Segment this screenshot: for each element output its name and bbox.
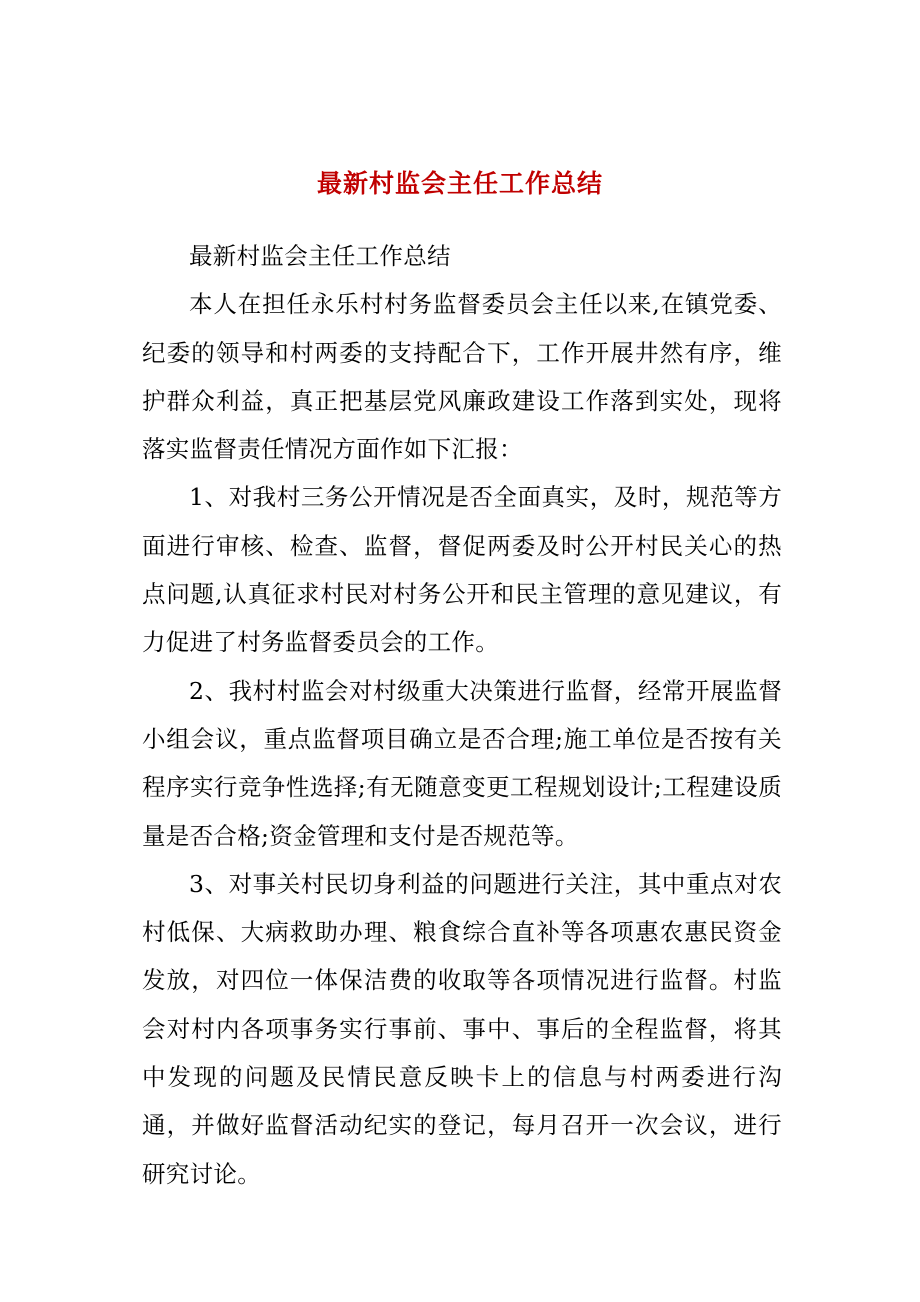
document-body <box>142 232 782 1198</box>
paragraph-item-3: 3、对事关村民切身利益的问题进行关注，其中重点对农村低保、大病救助办理、粮食综合直补等各项惠农惠民资金发放，对四位一体保洁费的收取等各项情况进行监督。村监会对村内各项事务实行事前、事中、事后的全程监督，将其中发现的问题及民情民意反映卡上的信息与村两委进行沟通，并做好监督活动纪实的登记，每月召开一次会议，进行研究讨论。 <box>142 869 782 1188</box>
paragraph-item-2: 2、我村村监会对村级重大决策进行监督，经常开展监督小组会议，重点监督项目确立是否合理;施工单位是否按有关程序实行竞争性选择;有无随意变更工程规划设计;工程建设质量是否合格;资金管理和支付是否规范等。 <box>142 676 782 850</box>
paragraph-intro: 本人在担任永乐村村务监督委员会主任以来,在镇党委、纪委的领导和村两委的支持配合下，工作开展井然有序，维护群众利益，真正把基层党风廉政建设工作落到实处，现将落实监督责任情况方面作如下汇报： <box>142 290 782 464</box>
paragraph-subtitle: 最新村监会主任工作总结 <box>189 242 451 270</box>
page-title: 最新村监会主任工作总结 <box>316 169 603 198</box>
paragraph-item-1: 1、对我村三务公开情况是否全面真实，及时，规范等方面进行审核、检查、监督，督促两委及时公开村民关心的热点问题,认真征求村民对村务公开和民主管理的意见建议，有力促进了村务监督委员会的工作。 <box>142 483 782 657</box>
